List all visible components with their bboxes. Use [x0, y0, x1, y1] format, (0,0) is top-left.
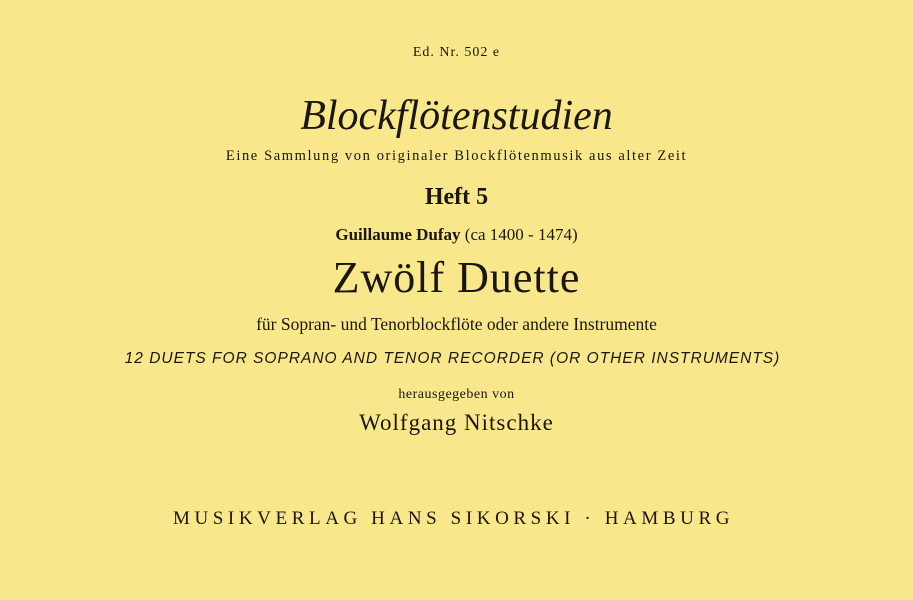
composer-dates: (ca 1400 - 1474): [464, 225, 578, 244]
series-title: Blockflötenstudien: [300, 93, 613, 139]
instrumentation-german: für Sopran- und Tenorblockflöte oder andere Instrumente: [256, 314, 657, 334]
edited-by-label: herausgegeben von: [398, 387, 515, 402]
editor-name: Wolfgang Nitschke: [359, 410, 554, 435]
instrumentation-english: 12 DUETS FOR SOPRANO AND TENOR RECORDER (OR OTHER INSTRUMENTS): [124, 350, 781, 367]
work-title: Zwölf Duette: [332, 253, 581, 302]
composer-name: Guillaume Dufay: [335, 225, 461, 244]
series-subtitle: Eine Sammlung von originaler Blockflötenmusik aus alter Zeit: [225, 148, 688, 164]
volume-number: Heft 5: [424, 184, 489, 210]
edition-number: Ed. Nr. 502 e: [412, 45, 501, 60]
composer-line: [0, 225, 913, 245]
publisher: MUSIKVERLAG HANS SIKORSKI · HAMBURG: [172, 508, 735, 529]
